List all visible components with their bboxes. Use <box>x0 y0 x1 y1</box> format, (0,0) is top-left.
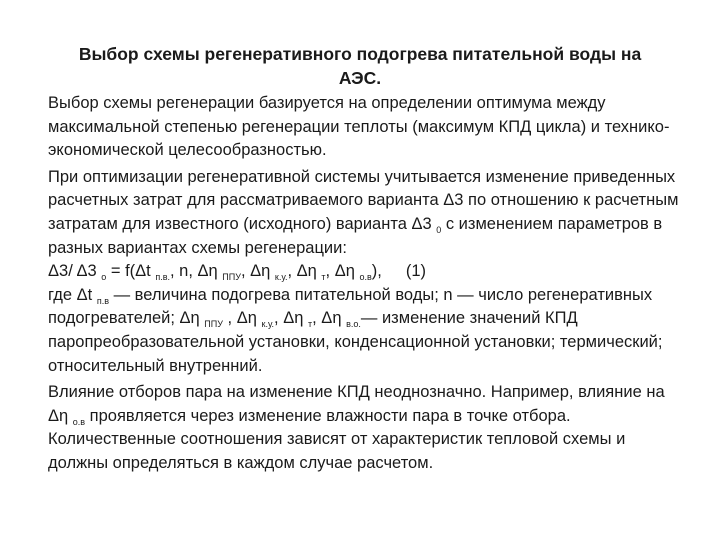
formula-text: Δ3/ Δ3 <box>48 262 102 281</box>
subscript: т <box>308 319 313 330</box>
subscript: т <box>321 272 326 283</box>
text: Влияние отборов пара на изменение КПД неоднозначно. Например, влияние на Δη <box>48 383 665 425</box>
subscript: о.в <box>72 416 86 427</box>
text: , Δη <box>274 309 308 328</box>
paragraph-optimization <box>48 166 688 378</box>
formula-text: , n, Δη <box>170 262 223 281</box>
subscript: 0 <box>436 224 442 235</box>
subscript: к.у. <box>261 319 275 330</box>
slide-body <box>48 92 688 476</box>
subscript: ППУ <box>204 319 223 330</box>
formula-text: , Δη <box>287 262 322 281</box>
formula <box>48 262 662 374</box>
text: — изменение значений КПД паропреобразовательной установки, конденсационной установки; термический; относительный внутренний. <box>48 309 663 375</box>
subscript: п.в <box>96 295 110 306</box>
formula-text: ), <box>371 262 382 281</box>
subscript: в.о. <box>346 319 361 330</box>
paragraph-influence <box>48 381 688 475</box>
title-line-2: АЭС. <box>338 68 382 88</box>
paragraph-intro: Выбор схемы регенерации базируется на определении оптимума между максимальной степенью регенерации теплоты (максимум КПД цикла) и технико-экономической целесообразностью. <box>48 94 670 160</box>
text: — величина подогрева питательной воды; n — число регенеративных подогревателей; Δη <box>48 285 653 328</box>
formula-text: = f(Δt <box>106 262 156 281</box>
text: , Δη <box>312 309 347 328</box>
formula-text: , Δη <box>240 262 275 281</box>
formula-text: , Δη <box>325 262 360 281</box>
text: , Δη <box>222 309 262 328</box>
text: При оптимизации регенеративной системы учитывается изменение приведенных расчетных затрат для рассматриваемого варианта Δ3 по отношению к расчетным затратам для известного (исходного) варианта Δ3 <box>48 167 679 233</box>
formula-number: (1) <box>405 262 427 281</box>
title-line-1: Выбор схемы регенеративного подогрева питательной воды на <box>78 44 642 64</box>
text: где Δt <box>48 285 97 304</box>
subscript: о <box>101 272 107 283</box>
text: с изменением параметров в разных вариантах схемы регенерации: <box>48 214 663 257</box>
subscript: п.в. <box>155 272 170 283</box>
slide-title <box>30 42 690 90</box>
subscript: о.в <box>359 272 372 283</box>
text: проявляется через изменение влажности пара в точке отбора. Количественные соотношения зависят от характеристик тепловой схемы и должны определяться в каждом случае расчетом. <box>48 406 626 472</box>
subscript: к.у. <box>274 272 288 283</box>
subscript: ППУ <box>222 272 241 283</box>
